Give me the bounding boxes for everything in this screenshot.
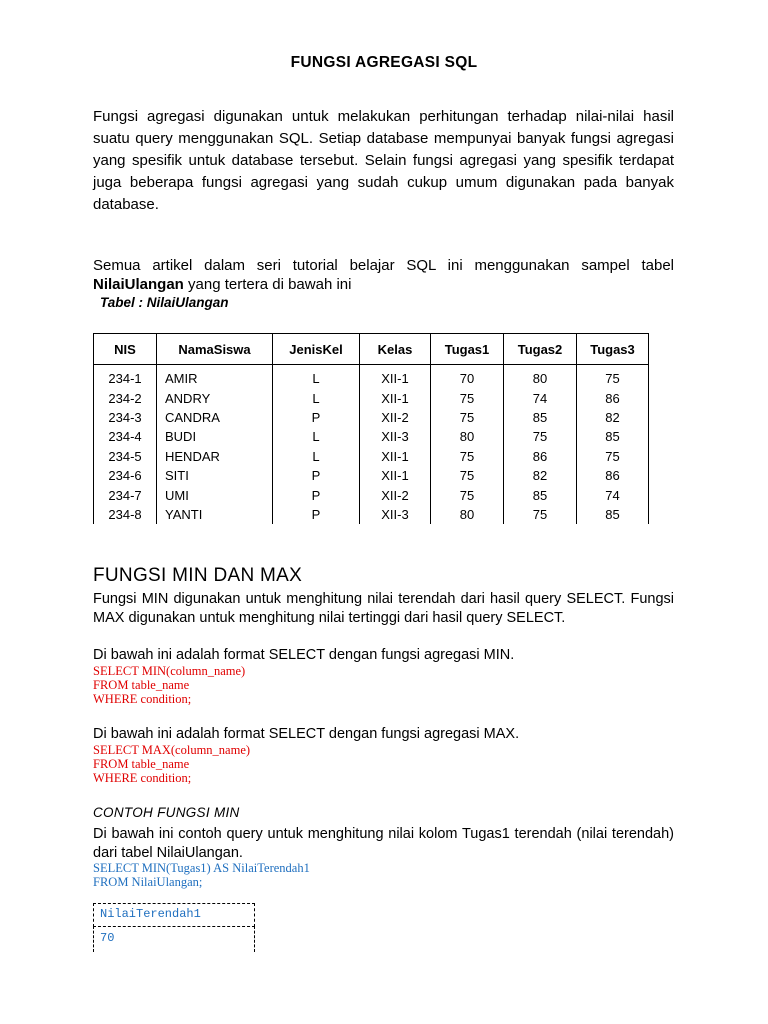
cell-tugas1: 70: [431, 365, 504, 389]
cell-jeniskel: P: [273, 505, 360, 524]
table-row: [94, 447, 649, 466]
cell-kelas: XII-1: [360, 365, 431, 389]
table-caption: Tabel : NilaiUlangan: [100, 295, 229, 310]
nilai-ulangan-table: [93, 333, 649, 524]
cell-tugas1: 80: [431, 427, 504, 446]
cell-jeniskel: L: [273, 427, 360, 446]
cell-tugas1: 75: [431, 485, 504, 504]
cell-jeniskel: L: [273, 388, 360, 407]
section-heading: FUNGSI MIN DAN MAX: [93, 565, 303, 586]
example-description: Di bawah ini contoh query untuk menghitung nilai kolom Tugas1 terendah (nilai terendah) dari tabel NilaiUlangan.: [93, 826, 674, 861]
cell-tugas2: 75: [504, 505, 577, 524]
cell-namasiswa: SITI: [157, 466, 273, 485]
header-nis: NIS: [94, 334, 157, 365]
page-title: FUNGSI AGREGASI SQL: [290, 54, 478, 71]
cell-tugas2: 85: [504, 408, 577, 427]
cell-kelas: XII-1: [360, 466, 431, 485]
sample-paragraph: [93, 256, 674, 294]
cell-nis: 234-3: [94, 408, 157, 427]
max-format-label: Di bawah ini adalah format SELECT dengan fungsi agregasi MAX.: [93, 726, 520, 742]
result-header-cell: [93, 903, 255, 927]
cell-tugas2: 80: [504, 365, 577, 389]
table-row: [94, 466, 649, 485]
min-format-code: SELECT MIN(column_name) FROM table_name WHERE condition;: [93, 664, 246, 706]
cell-namasiswa: UMI: [157, 485, 273, 504]
min-format-label: Di bawah ini adalah format SELECT dengan fungsi agregasi MIN.: [93, 647, 515, 663]
cell-tugas3: 82: [577, 408, 649, 427]
table-row: [94, 408, 649, 427]
header-namasiswa: NamaSiswa: [157, 334, 273, 365]
header-tugas3: Tugas3: [577, 334, 649, 365]
table-row: [94, 365, 649, 389]
cell-tugas1: 75: [431, 408, 504, 427]
table-row: [94, 427, 649, 446]
cell-tugas1: 75: [431, 388, 504, 407]
result-value: 70: [100, 931, 115, 945]
header-jeniskel: JenisKel: [273, 334, 360, 365]
cell-namasiswa: HENDAR: [157, 447, 273, 466]
cell-tugas2: 75: [504, 427, 577, 446]
cell-namasiswa: YANTI: [157, 505, 273, 524]
cell-nis: 234-8: [94, 505, 157, 524]
cell-tugas2: 82: [504, 466, 577, 485]
cell-nis: 234-1: [94, 365, 157, 389]
cell-jeniskel: P: [273, 485, 360, 504]
cell-jeniskel: L: [273, 365, 360, 389]
table-header-row: [94, 334, 649, 365]
cell-tugas3: 86: [577, 388, 649, 407]
cell-tugas2: 74: [504, 388, 577, 407]
cell-kelas: XII-2: [360, 408, 431, 427]
cell-kelas: XII-3: [360, 427, 431, 446]
section-description: Fungsi MIN digunakan untuk menghitung nilai terendah dari hasil query SELECT. Fungsi MAX digunakan untuk menghitung nilai tertinggi dari hasil query SELECT.: [93, 591, 674, 626]
cell-nis: 234-7: [94, 485, 157, 504]
result-value-cell: [93, 926, 255, 952]
cell-nis: 234-4: [94, 427, 157, 446]
cell-namasiswa: ANDRY: [157, 388, 273, 407]
table-row: [94, 388, 649, 407]
cell-tugas2: 86: [504, 447, 577, 466]
cell-nis: 234-5: [94, 447, 157, 466]
cell-jeniskel: P: [273, 466, 360, 485]
cell-namasiswa: BUDI: [157, 427, 273, 446]
max-format-code: SELECT MAX(column_name) FROM table_name WHERE condition;: [93, 743, 251, 785]
cell-kelas: XII-3: [360, 505, 431, 524]
cell-kelas: XII-1: [360, 388, 431, 407]
cell-tugas3: 74: [577, 485, 649, 504]
cell-tugas3: 85: [577, 427, 649, 446]
sample-text-after: yang tertera di bawah ini: [183, 276, 352, 293]
cell-kelas: XII-2: [360, 485, 431, 504]
header-tugas2: Tugas2: [504, 334, 577, 365]
cell-jeniskel: L: [273, 447, 360, 466]
cell-tugas3: 75: [577, 365, 649, 389]
result-header: NilaiTerendah1: [100, 907, 201, 921]
cell-jeniskel: P: [273, 408, 360, 427]
header-tugas1: Tugas1: [431, 334, 504, 365]
example-heading: CONTOH FUNGSI MIN: [93, 805, 240, 820]
cell-tugas2: 85: [504, 485, 577, 504]
table-row: [94, 505, 649, 524]
cell-namasiswa: AMIR: [157, 365, 273, 389]
cell-tugas3: 75: [577, 447, 649, 466]
cell-tugas1: 75: [431, 466, 504, 485]
cell-tugas1: 75: [431, 447, 504, 466]
intro-paragraph: Fungsi agregasi digunakan untuk melakukan perhitungan terhadap nilai-nilai hasil suatu query menggunakan SQL. Setiap database mempunyai banyak fungsi agregasi yang spesifik untuk database tersebut. Selain fungsi agregasi yang spesifik terdapat juga beberapa fungsi agregasi yang sudah cukup umum digunakan pada banyak database.: [93, 108, 674, 213]
cell-nis: 234-2: [94, 388, 157, 407]
sample-text-before: Semua artikel dalam seri tutorial belajar SQL ini menggunakan sampel tabel: [93, 257, 674, 274]
cell-namasiswa: CANDRA: [157, 408, 273, 427]
cell-tugas1: 80: [431, 505, 504, 524]
sample-table-name: NilaiUlangan: [93, 276, 184, 293]
query-result-box: [93, 903, 255, 951]
cell-tugas3: 85: [577, 505, 649, 524]
cell-nis: 234-6: [94, 466, 157, 485]
header-kelas: Kelas: [360, 334, 431, 365]
table-row: [94, 485, 649, 504]
cell-kelas: XII-1: [360, 447, 431, 466]
example-code: SELECT MIN(Tugas1) AS NilaiTerendah1 FROM NilaiUlangan;: [93, 861, 310, 889]
cell-tugas3: 86: [577, 466, 649, 485]
